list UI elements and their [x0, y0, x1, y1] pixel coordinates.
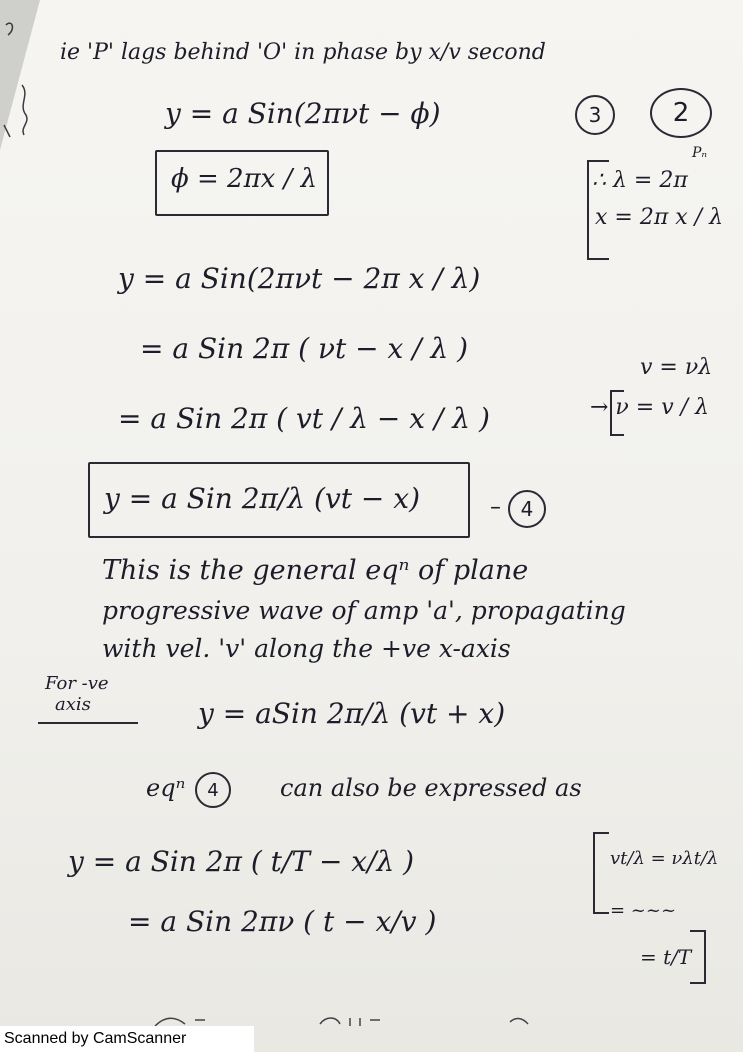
negative-axis-label: For -ve	[45, 673, 109, 694]
equation-step-2: = a Sin 2π ( νt − x / λ )	[140, 332, 469, 365]
phi-definition-box	[155, 150, 329, 216]
equation-tag-4-ref	[195, 772, 231, 808]
boxed-equation-dash: –	[490, 495, 501, 520]
side-note-frequency: → ν = v / λ	[590, 395, 709, 420]
side-note-bracket-bottom-right	[690, 930, 706, 984]
side-note-derivation-1: vt/λ = νλt/λ	[610, 848, 719, 869]
equation-period-form: y = a Sin 2π ( t/T − x/λ )	[68, 845, 415, 878]
boxed-equation-text: y = a Sin 2π/λ (vt − x)	[104, 482, 421, 515]
equation-tag-4-ref-label: 4	[207, 779, 219, 801]
side-note-x: x = 2π x / λ	[595, 205, 724, 230]
negative-axis-equation: y = aSin 2π/λ (vt + x)	[198, 697, 506, 730]
side-note-derivation-2: = ~~~	[610, 900, 677, 921]
camscanner-watermark: Scanned by CamScanner	[0, 1026, 254, 1052]
negative-axis-underline	[38, 722, 138, 724]
side-note-pn: Pₙ	[692, 145, 708, 161]
expressed-line-text: can also be expressed as	[280, 774, 582, 802]
paragraph-line-2: progressive wave of amp 'a', propagating	[102, 596, 626, 625]
cut-off-bottom-text	[150, 1008, 550, 1028]
equation-y-expanded: y = a Sin(2πνt − 2π x / λ)	[118, 262, 481, 295]
text-line-phase-lag: ie 'P' lags behind 'O' in phase by x/v second	[60, 40, 546, 65]
side-note-lambda: ∴ λ = 2π	[592, 168, 688, 193]
equation-tag-4	[508, 490, 546, 528]
boxed-equation	[88, 462, 470, 538]
expressed-line-prefix: eqⁿ	[146, 774, 186, 802]
equation-tag-2-label: 2	[672, 98, 690, 128]
paragraph-line-3: with vel. 'v' along the +ve x-axis	[102, 634, 511, 663]
side-note-bracket-bottom-left	[593, 832, 609, 914]
equation-frequency-form: = a Sin 2πν ( t − x/v )	[128, 905, 437, 938]
equation-tag-4-label: 4	[520, 497, 534, 521]
equation-tag-3-label: 3	[588, 103, 602, 127]
negative-axis-label-2: axis	[55, 694, 91, 715]
equation-y-phase: y = a Sin(2πνt − ϕ)	[165, 97, 441, 130]
margin-scribble	[0, 15, 40, 165]
side-note-derivation-3: = t/T	[640, 945, 692, 969]
paragraph-line-1: This is the general eqⁿ of plane	[102, 555, 529, 586]
side-note-velocity: v = νλ	[640, 355, 713, 380]
equation-tag-2	[650, 88, 712, 138]
equation-step-3: = a Sin 2π ( vt / λ − x / λ )	[118, 402, 490, 435]
equation-tag-3	[575, 95, 615, 135]
phi-definition: ϕ = 2πx / λ	[171, 164, 318, 194]
